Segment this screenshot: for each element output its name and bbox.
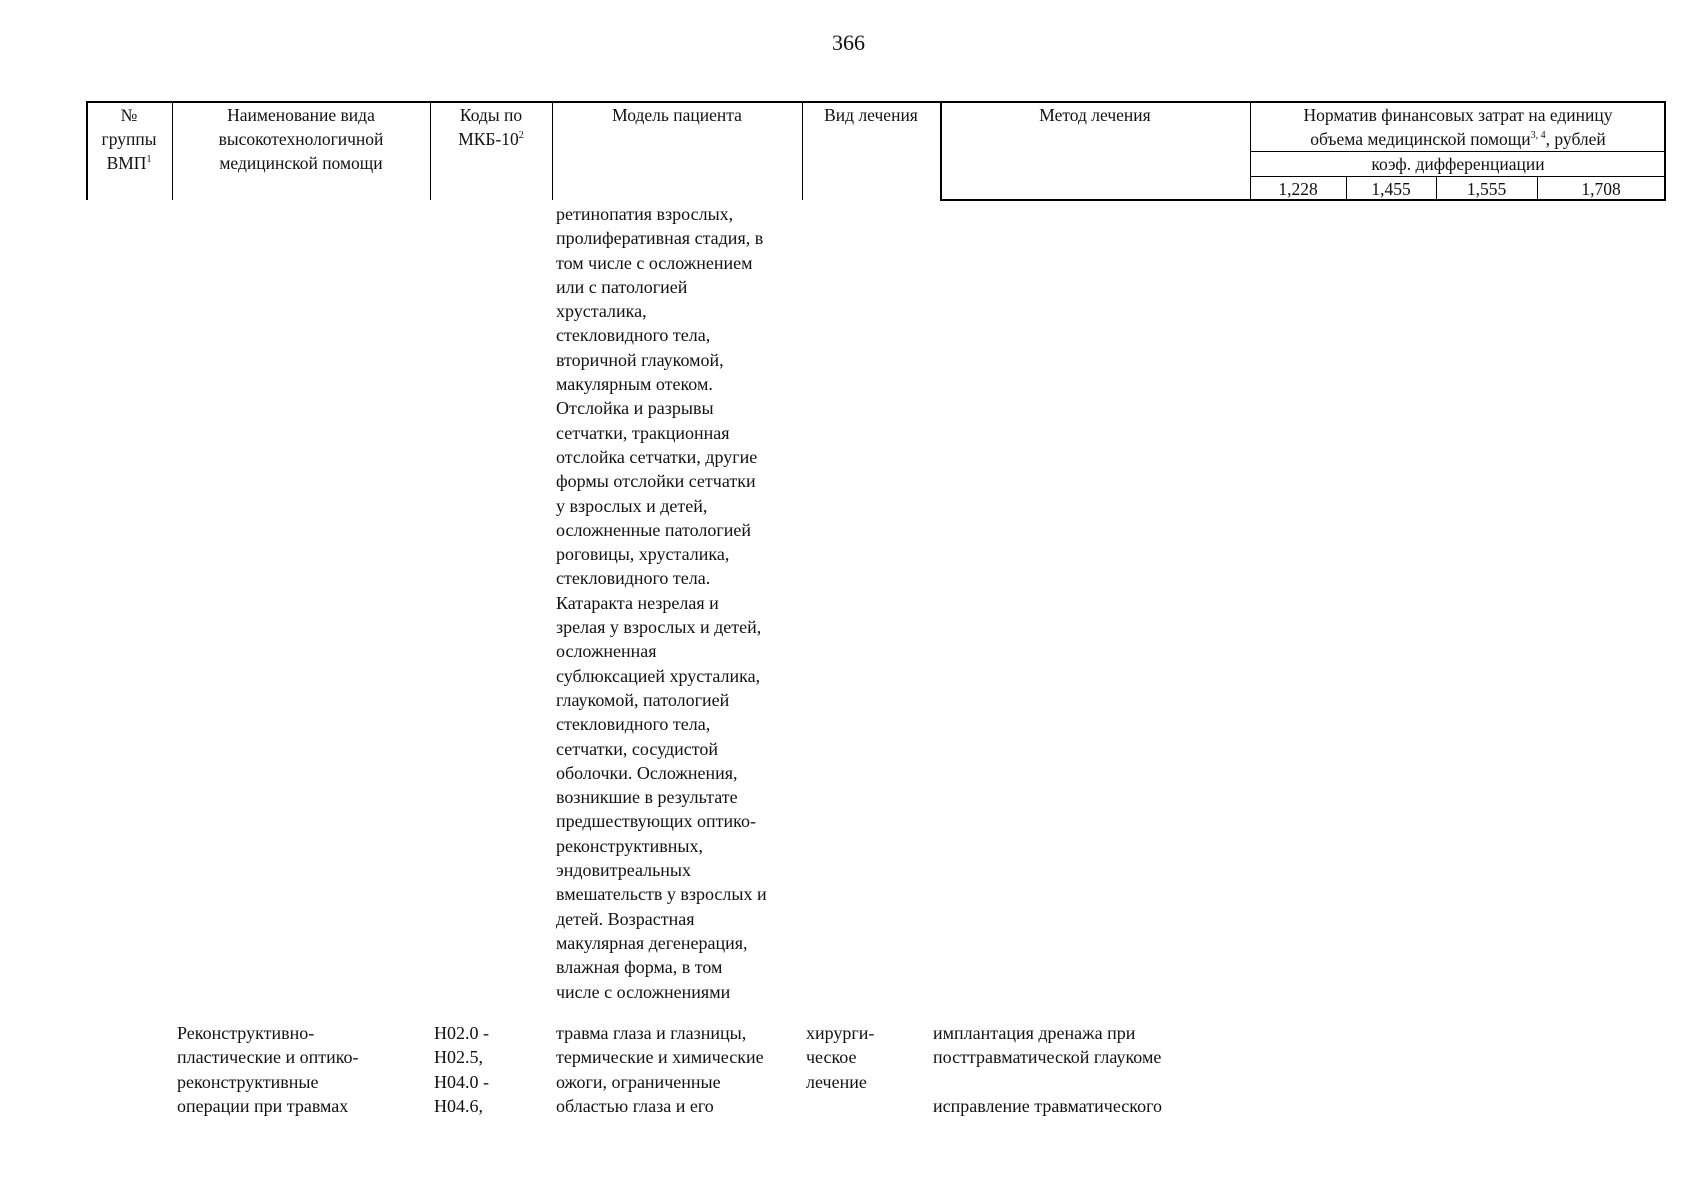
header-codes-text: Коды по МКБ-10 — [458, 105, 523, 149]
row-model-cell: травма глаза и глазницы, термические и химические ожоги, ограниченные областью глаза и его — [556, 1023, 764, 1116]
header-cell-model: Модель пациента — [612, 105, 742, 125]
row-method-item-1: имплантация дренажа при посттравматической глаукоме — [933, 1023, 1162, 1068]
header-cell-codes — [430, 103, 552, 151]
continuation-model-text: ретинопатия взрослых, пролиферативная стадия, в том числе с осложнением или с патологией хрусталика, стекловидного тела, вторичной глаукомой, макулярным отеком. Отслойка и разрывы сетчатки, тракционная отслойка сетчатки, другие формы отслойки сетчатки у взрослых и детей, осложненные патологией роговицы, хрусталика, стекловидного тела. Катаракта незрелая и зрелая у взрослых и детей, осложненная сублюксацией хрусталика, глаукомой, патологией стекловидного тела, сетчатки, сосудистой оболочки. Осложнения, возникшие в результате предшествующих оптико- реконструктивных, эндовитреальных вмешательств у взрослых и детей. Возрастная макулярная дегенерация, влажная форма, в том числе с осложнениями — [556, 204, 767, 1002]
row-type-cell: хирурги- ческое лечение — [806, 1023, 875, 1092]
header-cell-method: Метод лечения — [1039, 105, 1151, 125]
coef-value-2: 1,455 — [1371, 179, 1411, 199]
row-name-cell: Реконструктивно- пластические и оптико- реконструктивные операции при травмах — [177, 1023, 359, 1116]
table-header — [86, 101, 1666, 200]
coef-value-4: 1,708 — [1581, 179, 1621, 199]
header-codes-sup: 2 — [518, 130, 524, 142]
coef-value-1: 1,228 — [1278, 179, 1318, 199]
header-cell-group — [86, 103, 172, 175]
row-method-item-2: исправление травматического — [933, 1096, 1163, 1116]
header-norm-sup: 3, 4 — [1530, 130, 1546, 142]
header-cell-name: Наименование вида высокотехнологичной медицинской помощи — [218, 105, 384, 173]
row-codes-cell: H02.0 - H02.5, H04.0 - H04.6, — [434, 1023, 489, 1116]
header-cell-norm — [1250, 103, 1666, 151]
page-number: 366 — [832, 30, 865, 55]
header-group-sup: 1 — [146, 154, 152, 166]
header-norm-text: Норматив финансовых затрат на единицу объема медицинской помощи — [1303, 105, 1613, 149]
header-group-text: № группы ВМП — [101, 105, 157, 173]
header-norm-suffix: , рублей — [1545, 129, 1606, 149]
header-cell-type: Вид лечения — [824, 105, 918, 125]
coef-value-3: 1,555 — [1466, 179, 1507, 199]
header-coef-label: коэф. дифференциации — [1371, 154, 1545, 174]
